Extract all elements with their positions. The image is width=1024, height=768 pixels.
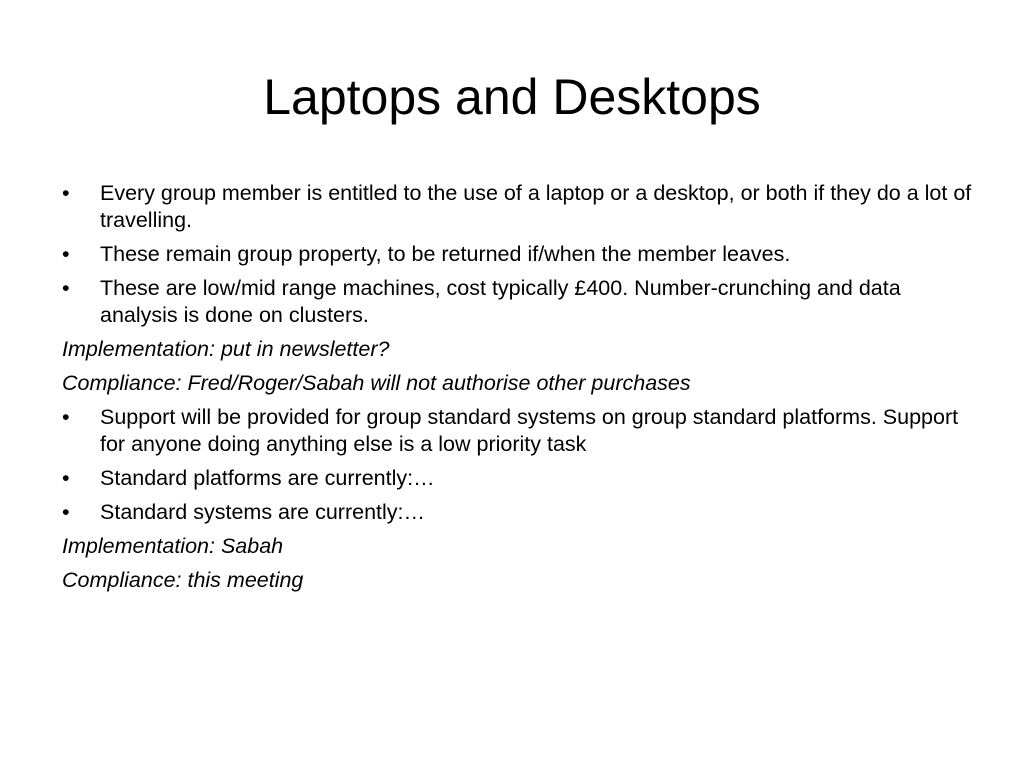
bullet-text: Every group member is entitled to the use of a laptop or a desktop, or both if they do a lot of travelling. bbox=[100, 181, 972, 232]
bullet-text: Standard systems are currently:… bbox=[100, 500, 426, 524]
bullet-dot-icon: • bbox=[62, 405, 70, 429]
bullet-dot-icon: • bbox=[62, 181, 70, 205]
bullet-item bbox=[62, 465, 972, 492]
bullet-item bbox=[62, 404, 972, 458]
bullet-dot-icon: • bbox=[62, 466, 70, 490]
bullet-text: These remain group property, to be returned if/when the member leaves. bbox=[100, 242, 791, 266]
bullet-text: Standard platforms are currently:… bbox=[100, 466, 435, 490]
bullet-item bbox=[62, 275, 972, 329]
slide-content bbox=[62, 180, 972, 601]
implementation-note: Implementation: Sabah bbox=[62, 534, 284, 558]
bullet-item bbox=[62, 180, 972, 234]
bullet-dot-icon: • bbox=[62, 242, 70, 266]
implementation-note: Implementation: put in newsletter? bbox=[62, 337, 390, 361]
bullet-text: Support will be provided for group standard systems on group standard platforms. Support for anyone doing anything else is a low priority task bbox=[100, 405, 959, 456]
slide-title: Laptops and Desktops bbox=[263, 69, 761, 125]
bullet-text: These are low/mid range machines, cost typically £400. Number-crunching and data analysis is done on clusters. bbox=[100, 276, 901, 327]
bullet-dot-icon: • bbox=[62, 500, 70, 524]
bullet-item bbox=[62, 499, 972, 526]
compliance-note: Compliance: this meeting bbox=[62, 568, 304, 592]
bullet-dot-icon: • bbox=[62, 276, 70, 300]
bullet-item bbox=[62, 241, 972, 268]
compliance-note: Compliance: Fred/Roger/Sabah will not authorise other purchases bbox=[62, 371, 691, 395]
